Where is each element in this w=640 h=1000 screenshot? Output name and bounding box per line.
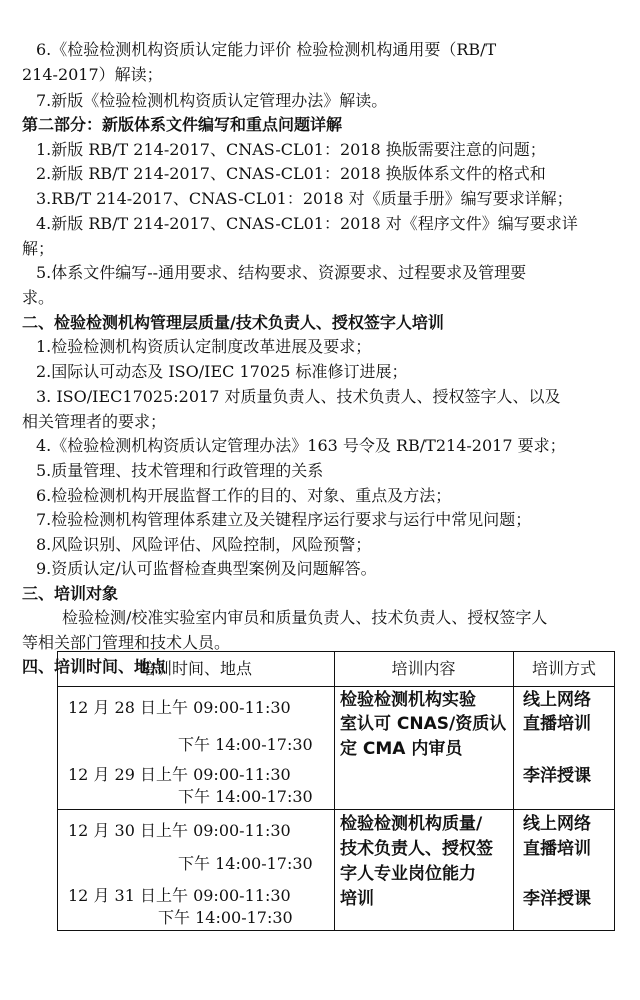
- session-time: 下午 14:00-17:30: [178, 787, 313, 806]
- section-heading: 第二部分：新版体系文件编写和重点问题详解: [22, 115, 343, 134]
- training-method: 线上网络: [523, 814, 591, 834]
- course-content: 定 CMA 内审员: [340, 739, 463, 759]
- course-content: 检验检测机构质量/: [340, 814, 483, 834]
- list-item: 3.RB/T 214-2017、CNAS-CL01：2018 对《质量手册》编写要求详解；: [36, 189, 573, 208]
- session-time: 12 月 28 日上午 09:00-11:30: [68, 698, 291, 717]
- list-item: 2.新版 RB/T 214-2017、CNAS-CL01：2018 换版体系文件的格式和: [36, 164, 546, 183]
- training-method: 直播培训: [523, 839, 591, 859]
- session-time: 下午 14:00-17:30: [158, 908, 293, 927]
- table-divider: [334, 652, 335, 930]
- course-content: 字人专业岗位能力: [340, 864, 476, 884]
- list-item: 9.资质认定/认可监督检查典型案例及问题解答。: [36, 559, 377, 578]
- list-item: 5.体系文件编写--通用要求、结构要求、资源要求、过程要求及管理要: [36, 263, 527, 282]
- list-item: 4.《检验检测机构资质认定管理办法》163 号令及 RB/T214-2017 要求；: [36, 436, 566, 455]
- table-divider: [513, 652, 514, 930]
- list-item: 1.检验检测机构资质认定制度改革进展及要求；: [36, 337, 372, 356]
- list-item: 2.国际认可动态及 ISO/IEC 17025 标准修订进展；: [36, 362, 408, 381]
- list-item: 4.新版 RB/T 214-2017、CNAS-CL01：2018 对《程序文件》编写要求详: [36, 214, 578, 233]
- section-heading: 四、培训时间、地点: [22, 657, 167, 676]
- list-item: 8.风险识别、风险评估、风险控制，风险预警；: [36, 535, 372, 554]
- list-item: 6.《检验检测机构资质认定能力评价 检验检测机构通用要（RB/T: [36, 40, 497, 59]
- trainer: 李洋授课: [523, 889, 591, 909]
- paragraph: 检验检测/校准实验室内审员和质量负责人、技术负责人、授权签字人: [62, 608, 548, 627]
- trainer: 李洋授课: [523, 766, 591, 786]
- session-time: 12 月 30 日上午 09:00-11:30: [68, 821, 291, 840]
- training-method: 直播培训: [523, 714, 591, 734]
- session-time: 下午 14:00-17:30: [178, 735, 313, 754]
- table-divider: [58, 686, 614, 687]
- course-content: 培训: [340, 889, 374, 909]
- paragraph-continuation: 等相关部门管理和技术人员。: [22, 633, 231, 652]
- list-item: 3. ISO/IEC17025:2017 对质量负责人、技术负责人、授权签字人、以及: [36, 387, 561, 406]
- list-item: 5.质量管理、技术管理和行政管理的关系: [36, 461, 324, 480]
- column-header-time: 培训时间、地点: [139, 659, 252, 678]
- table-divider: [58, 809, 614, 810]
- column-header-method: 培训方式: [531, 659, 596, 678]
- session-time: 12 月 29 日上午 09:00-11:30: [68, 765, 291, 784]
- training-method: 线上网络: [523, 690, 591, 710]
- list-item: 7.检验检测机构管理体系建立及关键程序运行要求与运行中常见问题；: [36, 510, 532, 529]
- session-time: 下午 14:00-17:30: [178, 854, 313, 873]
- course-content: 技术负责人、授权签: [340, 839, 493, 859]
- course-content: 室认可 CNAS/资质认: [340, 714, 507, 734]
- list-item: 6.检验检测机构开展监督工作的目的、对象、重点及方法；: [36, 486, 452, 505]
- list-item: 1.新版 RB/T 214-2017、CNAS-CL01：2018 换版需要注意的问题；: [36, 140, 546, 159]
- list-item-continuation: 求。: [22, 288, 55, 307]
- column-header-content: 培训内容: [391, 659, 456, 678]
- section-heading: 三、培训对象: [22, 584, 119, 603]
- list-item: 7.新版《检验检测机构资质认定管理办法》解读。: [36, 91, 388, 110]
- list-item-continuation: 相关管理者的要求；: [22, 412, 167, 431]
- list-item-continuation: 214-2017）解读；: [22, 65, 163, 84]
- session-time: 12 月 31 日上午 09:00-11:30: [68, 886, 291, 905]
- section-heading: 二、检验检测机构管理层质量/技术负责人、授权签字人培训: [22, 313, 444, 332]
- course-content: 检验检测机构实验: [340, 690, 476, 710]
- list-item-continuation: 解；: [22, 239, 55, 258]
- schedule-table: [57, 651, 615, 931]
